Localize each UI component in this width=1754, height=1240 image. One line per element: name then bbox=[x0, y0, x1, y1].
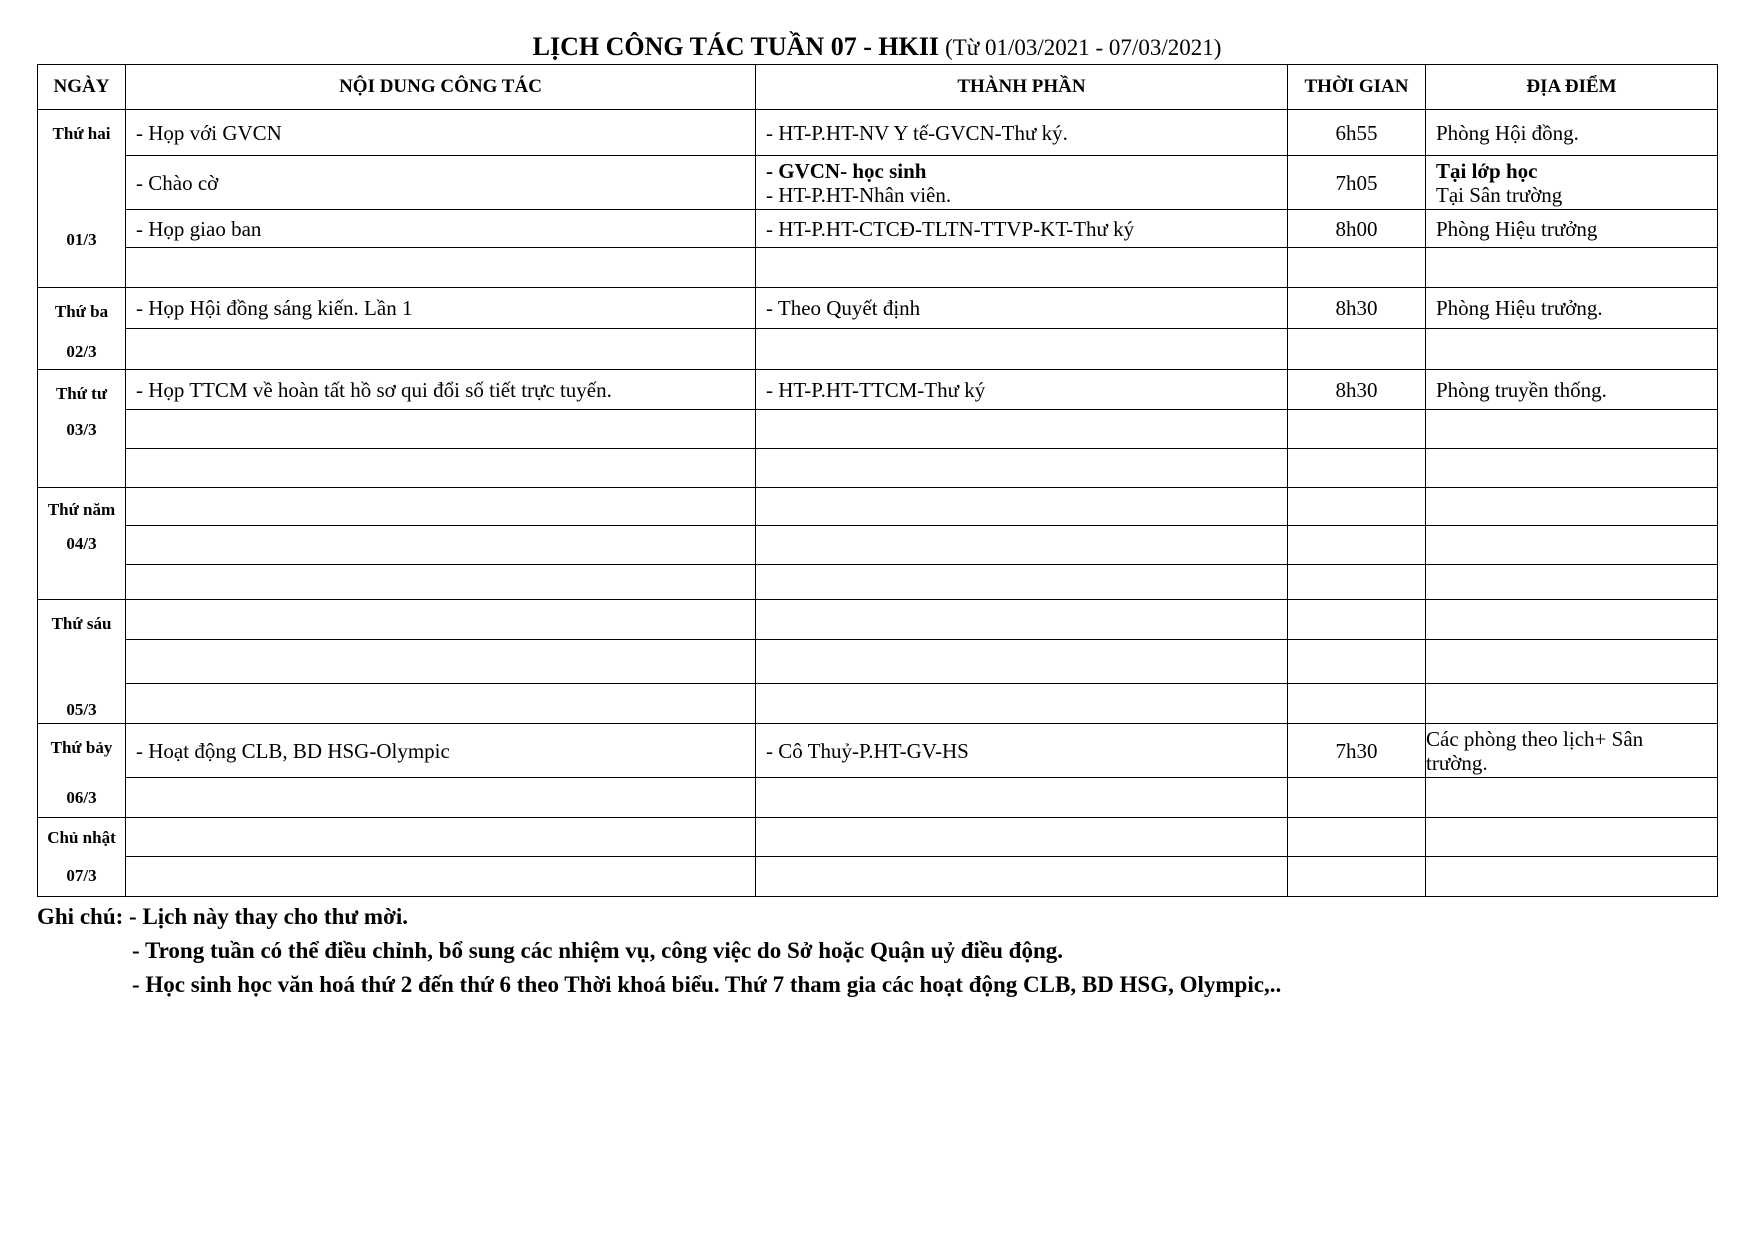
members-cell: - HT-P.HT-NV Y tế-GVCN-Thư ký. bbox=[756, 110, 1288, 156]
content-cell: - Chào cờ bbox=[126, 156, 756, 210]
members-cell bbox=[756, 778, 1288, 818]
table-row bbox=[38, 640, 1718, 684]
day-name: Thứ ba bbox=[54, 302, 109, 321]
table-row bbox=[38, 156, 1718, 210]
day-cell-saturday bbox=[38, 724, 126, 818]
content-cell: - Họp TTCM về hoàn tất hồ sơ qui đổi số tiết trực tuyến. bbox=[126, 370, 756, 410]
content-cell bbox=[126, 857, 756, 897]
header-time: THỜI GIAN bbox=[1288, 65, 1426, 110]
table-row bbox=[38, 449, 1718, 488]
place-cell bbox=[1426, 488, 1718, 526]
header-day: NGÀY bbox=[38, 65, 126, 110]
content-cell bbox=[126, 565, 756, 600]
members-cell bbox=[756, 156, 1288, 210]
table-row bbox=[38, 526, 1718, 565]
day-date: 02/3 bbox=[66, 342, 97, 361]
time-cell bbox=[1288, 857, 1426, 897]
table-row bbox=[38, 857, 1718, 897]
time-cell bbox=[1288, 488, 1426, 526]
members-line: - HT-P.HT-Nhân viên. bbox=[766, 182, 952, 207]
place-cell bbox=[1426, 329, 1718, 370]
table-row bbox=[38, 110, 1718, 156]
day-name: Thứ hai bbox=[52, 124, 111, 143]
members-bold: - GVCN- học sinh bbox=[766, 158, 927, 183]
page-title bbox=[0, 32, 1754, 63]
table-row bbox=[38, 329, 1718, 370]
place-cell bbox=[1426, 857, 1718, 897]
place-cell bbox=[1426, 526, 1718, 565]
day-date: 05/3 bbox=[66, 700, 97, 719]
day-date: 01/3 bbox=[66, 230, 97, 249]
schedule-table bbox=[37, 64, 1718, 897]
table-row bbox=[38, 684, 1718, 724]
place-cell bbox=[1426, 640, 1718, 684]
time-cell bbox=[1288, 600, 1426, 640]
day-cell-tuesday bbox=[38, 288, 126, 370]
content-cell bbox=[126, 248, 756, 288]
members-cell bbox=[756, 488, 1288, 526]
table-row bbox=[38, 410, 1718, 449]
content-cell: - Hoạt động CLB, BD HSG-Olympic bbox=[126, 724, 756, 778]
notes-line-1 bbox=[37, 900, 1281, 934]
content-cell bbox=[126, 778, 756, 818]
time-cell bbox=[1288, 410, 1426, 449]
time-cell: 8h30 bbox=[1288, 370, 1426, 410]
title-date-range: (Từ 01/03/2021 - 07/03/2021) bbox=[945, 35, 1222, 60]
time-cell bbox=[1288, 778, 1426, 818]
notes-label: Ghi chú bbox=[37, 904, 116, 929]
table-row bbox=[38, 778, 1718, 818]
members-cell: - Theo Quyết định bbox=[756, 288, 1288, 329]
content-cell bbox=[126, 488, 756, 526]
content-cell bbox=[126, 329, 756, 370]
members-cell bbox=[756, 857, 1288, 897]
table-row bbox=[38, 370, 1718, 410]
table-row bbox=[38, 600, 1718, 640]
time-cell bbox=[1288, 565, 1426, 600]
day-name: Chủ nhật bbox=[47, 828, 116, 847]
time-cell bbox=[1288, 449, 1426, 488]
members-cell: - HT-P.HT-TTCM-Thư ký bbox=[756, 370, 1288, 410]
place-cell bbox=[1426, 248, 1718, 288]
content-cell: - Họp Hội đồng sáng kiến. Lần 1 bbox=[126, 288, 756, 329]
day-name: Thứ sáu bbox=[51, 614, 112, 633]
day-cell-thursday bbox=[38, 488, 126, 600]
members-cell bbox=[756, 410, 1288, 449]
place-cell: Phòng Hiệu trưởng bbox=[1426, 210, 1718, 248]
content-cell bbox=[126, 410, 756, 449]
members-cell: - HT-P.HT-CTCĐ-TLTN-TTVP-KT-Thư ký bbox=[756, 210, 1288, 248]
day-cell-wednesday bbox=[38, 370, 126, 488]
place-cell: Phòng Hiệu trưởng. bbox=[1426, 288, 1718, 329]
notes-text-1: : - Lịch này thay cho thư mời. bbox=[115, 904, 408, 929]
members-cell bbox=[756, 329, 1288, 370]
table-row bbox=[38, 818, 1718, 857]
time-cell bbox=[1288, 329, 1426, 370]
day-cell-friday bbox=[38, 600, 126, 724]
title-main: LỊCH CÔNG TÁC TUẦN 07 - HKII bbox=[532, 32, 940, 61]
time-cell bbox=[1288, 684, 1426, 724]
table-row bbox=[38, 565, 1718, 600]
members-cell bbox=[756, 449, 1288, 488]
time-cell: 6h55 bbox=[1288, 110, 1426, 156]
notes-line-3: - Học sinh học văn hoá thứ 2 đến thứ 6 theo Thời khoá biểu. Thứ 7 tham gia các hoạt động CLB, BD HSG, Olympic,.. bbox=[132, 972, 1282, 997]
place-cell bbox=[1426, 156, 1718, 210]
time-cell bbox=[1288, 526, 1426, 565]
place-line: Tại Sân trường bbox=[1436, 182, 1563, 207]
content-cell bbox=[126, 818, 756, 857]
notes-line-2: - Trong tuần có thể điều chỉnh, bổ sung các nhiệm vụ, công việc do Sở hoặc Quận uỷ điều động. bbox=[132, 938, 1064, 963]
content-cell bbox=[126, 600, 756, 640]
header-row bbox=[38, 65, 1718, 110]
table-row bbox=[38, 724, 1718, 778]
day-name: Thứ năm bbox=[47, 500, 116, 519]
day-date: 04/3 bbox=[66, 534, 97, 553]
content-cell: - Họp giao ban bbox=[126, 210, 756, 248]
day-cell-sunday bbox=[38, 818, 126, 897]
place-cell bbox=[1426, 410, 1718, 449]
header-place: ĐỊA ĐIỂM bbox=[1426, 65, 1718, 110]
content-cell bbox=[126, 640, 756, 684]
day-cell-monday bbox=[38, 110, 126, 288]
table-row bbox=[38, 288, 1718, 329]
content-cell bbox=[126, 449, 756, 488]
time-cell: 8h00 bbox=[1288, 210, 1426, 248]
members-cell bbox=[756, 565, 1288, 600]
members-cell bbox=[756, 640, 1288, 684]
header-content: NỘI DUNG CÔNG TÁC bbox=[126, 65, 756, 110]
place-cell bbox=[1426, 449, 1718, 488]
place-cell bbox=[1426, 565, 1718, 600]
time-cell: 7h30 bbox=[1288, 724, 1426, 778]
place-cell bbox=[1426, 818, 1718, 857]
members-cell bbox=[756, 248, 1288, 288]
place-cell: Các phòng theo lịch+ Sân trường. bbox=[1426, 724, 1718, 778]
members-cell bbox=[756, 600, 1288, 640]
content-cell bbox=[126, 526, 756, 565]
notes-section bbox=[37, 900, 1281, 1002]
place-cell bbox=[1426, 600, 1718, 640]
table-row bbox=[38, 210, 1718, 248]
place-cell bbox=[1426, 684, 1718, 724]
members-cell bbox=[756, 526, 1288, 565]
place-cell bbox=[1426, 778, 1718, 818]
time-cell bbox=[1288, 640, 1426, 684]
day-date: 07/3 bbox=[66, 866, 97, 885]
content-cell bbox=[126, 684, 756, 724]
table-row bbox=[38, 488, 1718, 526]
time-cell bbox=[1288, 818, 1426, 857]
members-cell: - Cô Thuỷ-P.HT-GV-HS bbox=[756, 724, 1288, 778]
day-date: 06/3 bbox=[66, 788, 97, 807]
place-bold: Tại lớp học bbox=[1436, 158, 1538, 183]
members-cell bbox=[756, 684, 1288, 724]
time-cell: 8h30 bbox=[1288, 288, 1426, 329]
time-cell bbox=[1288, 248, 1426, 288]
header-members: THÀNH PHẦN bbox=[756, 65, 1288, 110]
day-name: Thứ tư bbox=[55, 384, 108, 403]
day-name: Thứ bảy bbox=[50, 738, 113, 757]
time-cell: 7h05 bbox=[1288, 156, 1426, 210]
content-cell: - Họp với GVCN bbox=[126, 110, 756, 156]
place-cell: Phòng truyền thống. bbox=[1426, 370, 1718, 410]
members-cell bbox=[756, 818, 1288, 857]
table-row bbox=[38, 248, 1718, 288]
place-cell: Phòng Hội đồng. bbox=[1426, 110, 1718, 156]
day-date: 03/3 bbox=[66, 420, 97, 439]
